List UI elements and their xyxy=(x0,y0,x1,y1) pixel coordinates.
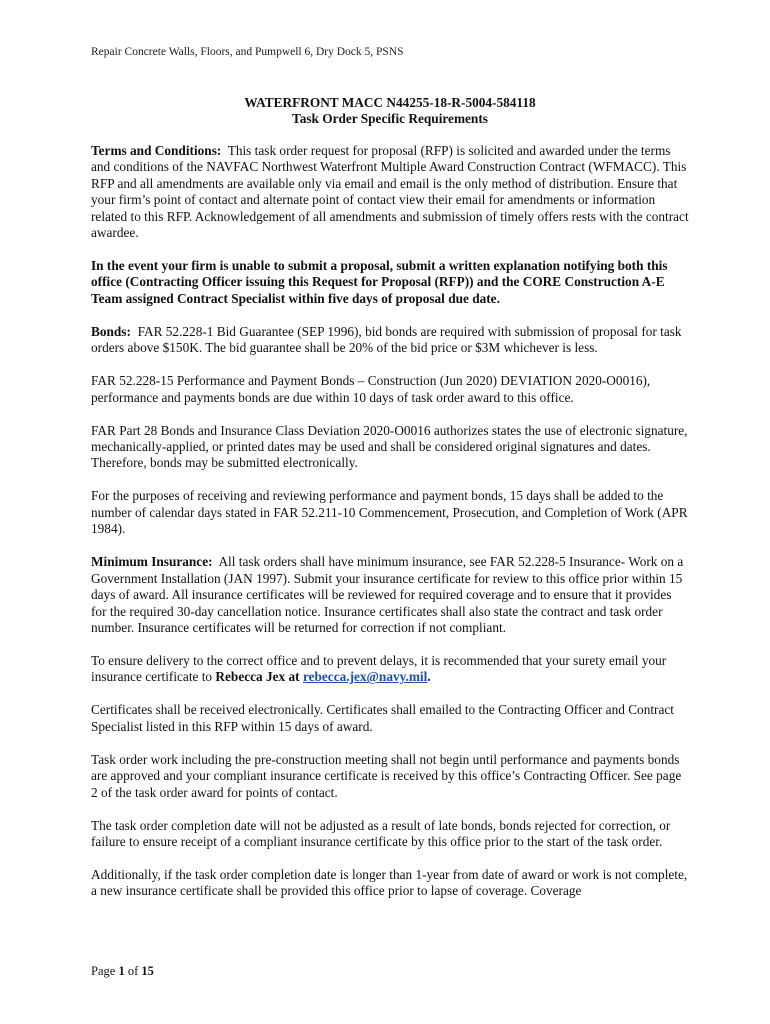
insurance-label: Minimum Insurance: xyxy=(91,554,213,570)
title-line-1: WATERFRONT MACC N44255-18-R-5004-584118 xyxy=(244,95,536,110)
bonds-label: Bonds: xyxy=(91,323,131,339)
title-line-2: Task Order Specific Requirements xyxy=(292,111,488,126)
delivery-end: . xyxy=(427,669,431,685)
far-performance-paragraph: FAR 52.228-15 Performance and Payment Bonds – Construction (Jun 2020) DEVIATION 2020-O0016), performance and payments bonds are due within 10 days of task order award to this office. xyxy=(91,373,651,405)
page-total: 15 xyxy=(141,964,154,978)
terms-paragraph xyxy=(91,143,689,241)
completion-paragraph: The task order completion date will not be adjusted as a result of late bonds, bonds rejected for correction, or failure to ensure receipt of a compliant insurance certificate by this office prior to the start of the task order. xyxy=(91,817,671,849)
insurance-paragraph xyxy=(91,554,689,636)
far-part28-paragraph: FAR Part 28 Bonds and Insurance Class Deviation 2020-O0016 authorizes states the use of electronic signature, mechanically-applied, or printed dates may be used and shall be considered original signatures and dates. Therefore, bonds may be submitted electronically. xyxy=(91,422,688,471)
certificates-paragraph: Certificates shall be received electronically. Certificates shall emailed to the Contracting Officer and Contract Specialist listed in this RFP within 15 days of award. xyxy=(91,702,674,734)
contact-name: Rebecca Jex at xyxy=(215,669,300,685)
page-number xyxy=(91,964,154,979)
running-header: Repair Concrete Walls, Floors, and Pumpwell 6, Dry Dock 5, PSNS xyxy=(91,46,404,58)
delivery-text: To ensure delivery to the correct office and to prevent delays, it is recommended that your surety email your insurance certificate to xyxy=(91,652,667,685)
document-title xyxy=(91,95,689,127)
page-prefix: Page xyxy=(91,964,116,978)
purposes-paragraph: For the purposes of receiving and reviewing performance and payment bonds, 15 days shall be added to the number of calendar days stated in FAR 52.211-10 Commencement, Prosecution, and Completion of Work (APR 1984). xyxy=(91,488,688,537)
document-body xyxy=(91,143,689,916)
bonds-paragraph xyxy=(91,324,689,357)
work-start-paragraph: Task order work including the pre-construction meeting shall not begin until performance and payments bonds are approved and your compliant insurance certificate is received by this office’s Contracting Officer. See page 2 of the task order award for points of contact. xyxy=(91,751,682,800)
terms-label: Terms and Conditions: xyxy=(91,143,222,158)
bonds-text: FAR 52.228-1 Bid Guarantee (SEP 1996), bid bonds are required with submission of proposal for task orders above $150K. The bid guarantee shall be 20% of the bid price or $3M whichever is less. xyxy=(91,323,682,356)
insurance-text: All task orders shall have minimum insurance, see FAR 52.228-5 Insurance- Work on a Government Installation (JAN 1997). Submit your insurance certificate for review to this office prior within 15 days of award. All insurance certificates will be reviewed for required coverage and to ensure that it provides for the required 30-day cancellation notice. Insurance certificates shall also state the contract and task order number. Insurance certificates will be returned for correction if not compliant. xyxy=(91,554,684,635)
additionally-paragraph: Additionally, if the task order completion date is longer than 1-year from date of award or work is not complete, a new insurance certificate shall be provided this office prior to lapse of coverage. Coverage xyxy=(91,866,688,899)
delivery-paragraph xyxy=(91,653,689,686)
page-of: of xyxy=(127,964,139,978)
email-link[interactable]: rebecca.jex@navy.mil xyxy=(302,669,428,685)
notice-paragraph: In the event your firm is unable to submit a proposal, submit a written explanation notifying both this office (Contracting Officer issuing this Request for Proposal (RFP)) and the CORE Construction A-E Team assigned Contract Specialist within five days of proposal due date. xyxy=(91,258,668,306)
page-current: 1 xyxy=(118,964,125,978)
terms-text: This task order request for proposal (RFP) is solicited and awarded under the terms and conditions of the NAVFAC Northwest Waterfront Multiple Award Construction Contract (WFMACC). This RFP and all amendments are available only via email and email is the only method of distribution. Ensure that your firm’s point of contact and alternate point of contact view their email for amendments or information related to this RFP. Acknowledgement of all amendments and submission of timely offers rests with the contract awardee. xyxy=(91,143,689,241)
